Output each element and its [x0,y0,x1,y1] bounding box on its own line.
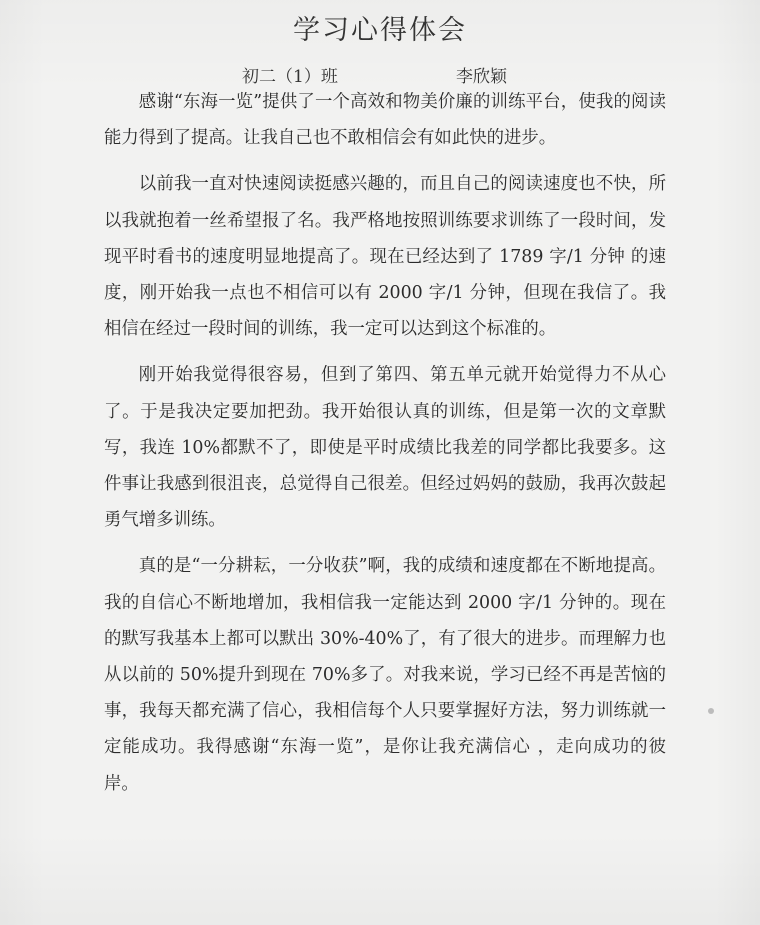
class-label: 初二（1）班 [242,67,338,87]
paragraph-1: 感谢“东海一览”提供了一个高效和物美价廉的训练平台，使我的阅读能力得到了提高。让我自己也不敢相信会有如此快的进步。 [104,92,666,149]
author-name: 李欣颖 [456,67,507,87]
ink-smudge [708,708,714,714]
paragraph-2: 以前我一直对快速阅读挺感兴趣的，而且自己的阅读速度也不快，所以我就抱着一丝希望报了名。我严格地按照训练要求训练了一段时间，发现平时看书的速度明显地提高了。现在已经达到了 1789 字/1 分钟 的速度，刚开始我一点也不相信可以有 2000 字/1 分钟，但现在我信了。我相信在经过一段时间的训练，我一定可以达到这个标准的。 [104,174,666,340]
paragraph-4: 真的是“一分耕耘，一分收获”啊，我的成绩和速度都在不断地提高。我的自信心不断地增加，我相信我一定能达到 2000 字/1 分钟的。现在的默写我基本上都可以默出 30%-40%了，有了很大的进步。而理解力也从以前的 50%提升到现在 70%多了。对我来说，学习已经不再是苦恼的事，我每天都充满了信心，我相信每个人只要掌握好方法，努力训练就一定能成功。我得感谢“东海一览”，是你让我充满信心 ，走向成功的彼岸。 [104,556,666,794]
document-title: 学习心得体会 [293,15,467,46]
essay-body [104,84,666,812]
paragraph-3: 刚开始我觉得很容易，但到了第四、第五单元就开始觉得力不从心了。于是我决定要加把劲。我开始很认真的训练，但是第一次的文章默写，我连 10%都默不了，即使是平时成绩比我差的同学都比我要多。这件事让我感到很沮丧，总觉得自己很差。但经过妈妈的鼓励，我再次鼓起勇气增多训练。 [104,365,666,531]
